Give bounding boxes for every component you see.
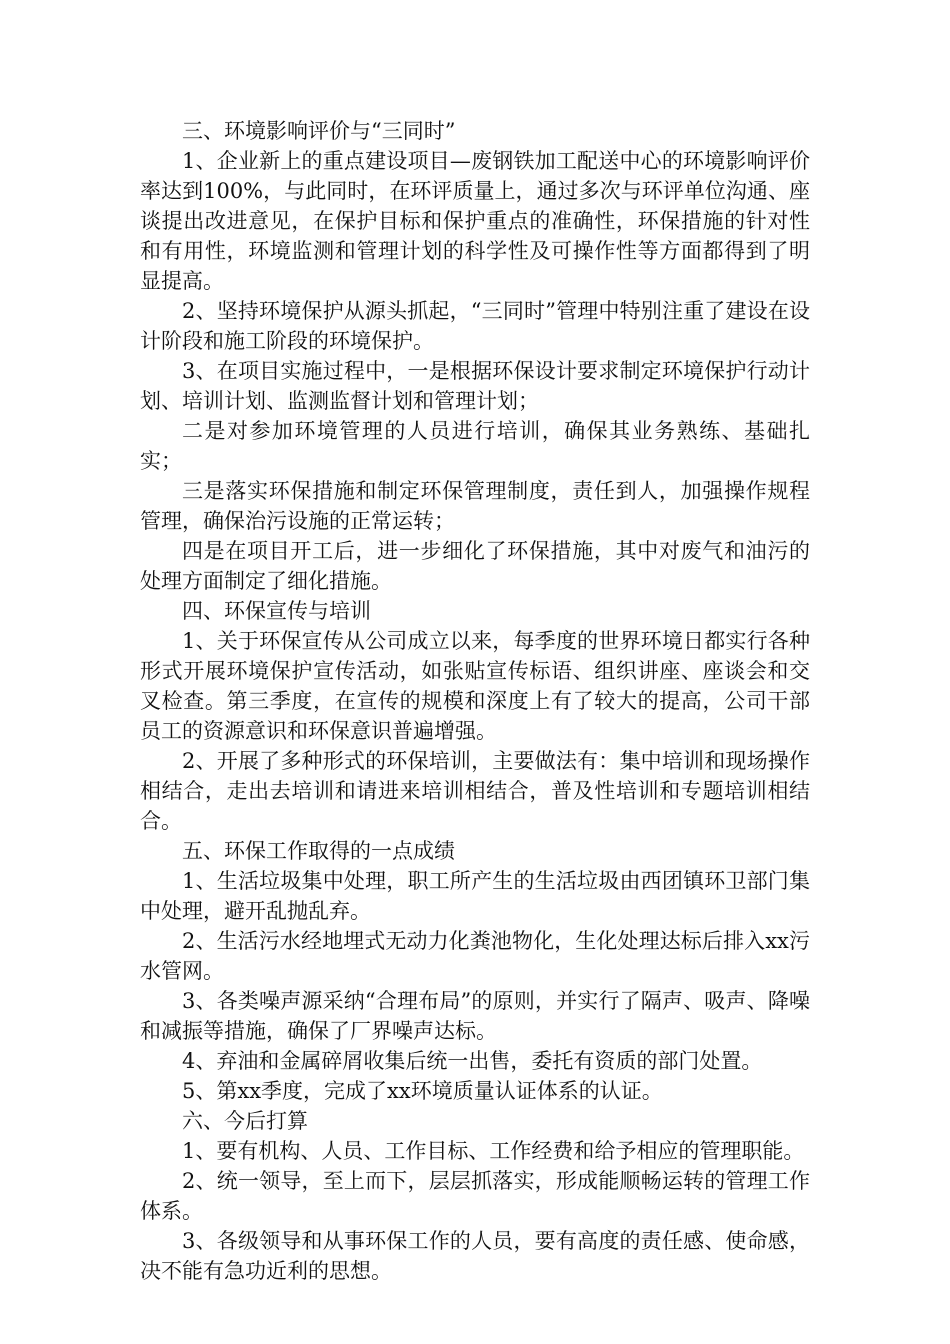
paragraph: 5、第xx季度，完成了xx环境质量认证体系的认证。 (182, 1079, 663, 1103)
paragraph: 4、弃油和金属碎屑收集后统一出售，委托有资质的部门处置。 (182, 1049, 763, 1073)
paragraph: 二是对参加环境管理的人员进行培训，确保其业务熟练、基础扎实； (140, 419, 810, 473)
paragraph: 3、各类噪声源采纳“合理布局”的原则，并实行了隔声、吸声、降噪和减振等措施，确保了厂界噪声达标。 (140, 989, 810, 1043)
paragraph: 1、要有机构、人员、工作目标、工作经费和给予相应的管理职能。 (182, 1139, 805, 1163)
paragraph: 2、生活污水经地埋式无动力化粪池物化，生化处理达标后排入xx污水管网。 (140, 929, 810, 983)
paragraph: 2、开展了多种形式的环保培训，主要做法有：集中培训和现场操作相结合，走出去培训和请进来培训相结合，普及性培训和专题培训相结合。 (140, 749, 810, 833)
paragraph: 2、统一领导，至上而下，层层抓落实，形成能顺畅运转的管理工作体系。 (140, 1169, 810, 1223)
paragraph: 四是在项目开工后，进一步细化了环保措施，其中对废气和油污的处理方面制定了细化措施。 (140, 539, 810, 593)
paragraph: 1、企业新上的重点建设项目—废钢铁加工配送中心的环境影响评价率达到100%，与此同时，在环评质量上，通过多次与环评单位沟通、座谈提出改进意见，在保护目标和保护重点的准确性，环保措施的针对性和有用性，环境监测和管理计划的科学性及可操作性等方面都得到了明显提高。 (140, 149, 810, 293)
document-page (140, 116, 810, 1286)
section-heading-4: 四、环保宣传与培训 (182, 599, 371, 623)
paragraph: 3、在项目实施过程中，一是根据环保设计要求制定环境保护行动计划、培训计划、监测监督计划和管理计划； (140, 359, 810, 413)
section-heading-3: 三、环境影响评价与“三同时” (182, 119, 456, 143)
paragraph: 3、各级领导和从事环保工作的人员，要有高度的责任感、使命感，决不能有急功近利的思想。 (140, 1229, 810, 1283)
paragraph: 2、坚持环境保护从源头抓起，“三同时”管理中特别注重了建设在设计阶段和施工阶段的环境保护。 (140, 299, 810, 353)
paragraph: 1、关于环保宣传从公司成立以来，每季度的世界环境日都实行各种形式开展环境保护宣传活动，如张贴宣传标语、组织讲座、座谈会和交叉检查。第三季度，在宣传的规模和深度上有了较大的提高，公司干部员工的资源意识和环保意识普遍增强。 (140, 629, 810, 743)
section-heading-6: 六、今后打算 (182, 1109, 308, 1133)
paragraph: 三是落实环保措施和制定环保管理制度，责任到人，加强操作规程管理，确保治污设施的正常运转； (140, 479, 810, 533)
paragraph: 1、生活垃圾集中处理，职工所产生的生活垃圾由西团镇环卫部门集中处理，避开乱抛乱弃。 (140, 869, 810, 923)
section-heading-5: 五、环保工作取得的一点成绩 (182, 839, 455, 863)
